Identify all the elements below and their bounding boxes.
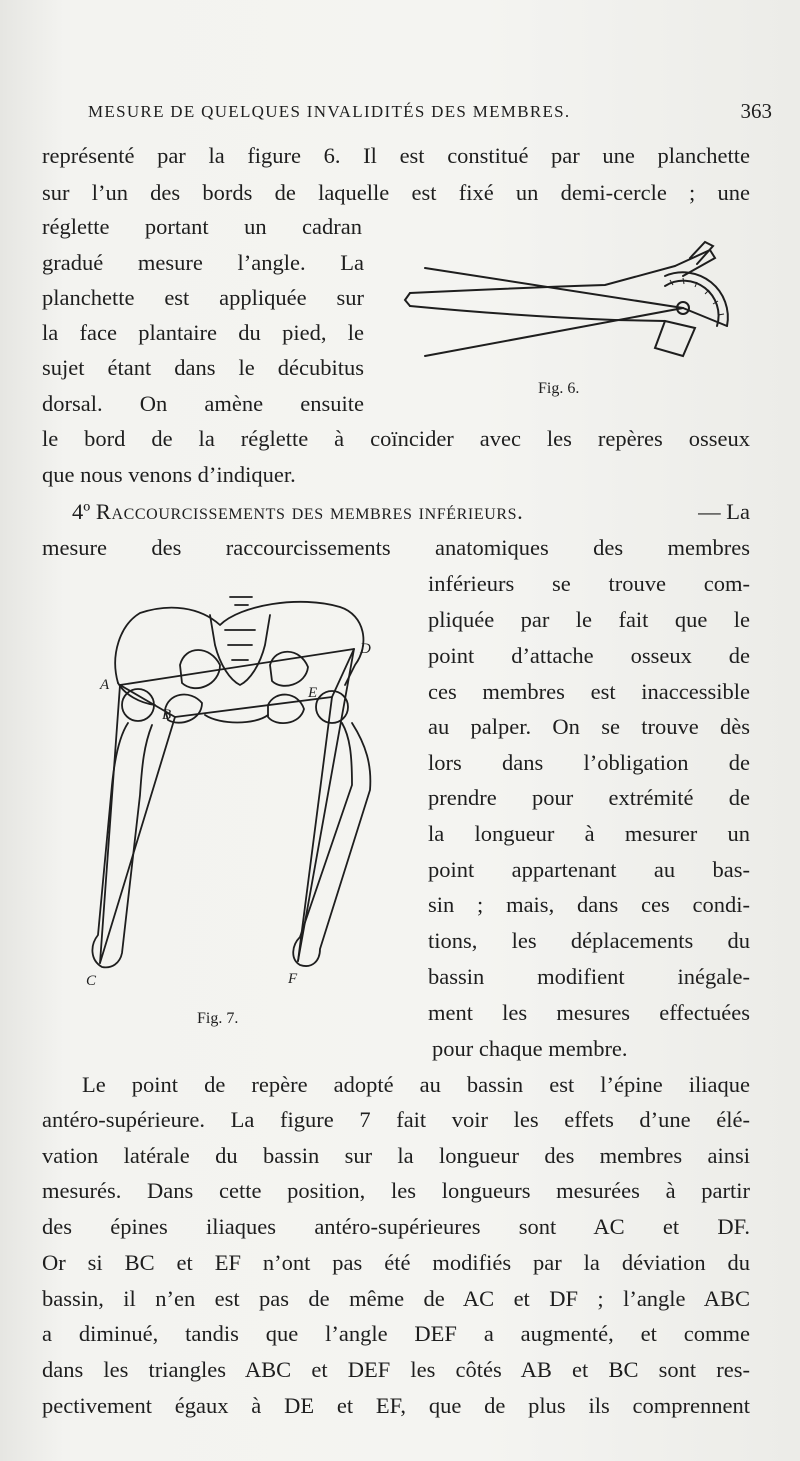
page-number: 363 [740, 99, 772, 123]
label-F: F [288, 971, 298, 985]
text-line: point d’attache osseux de [428, 643, 750, 668]
running-title: MESURE DE QUELQUES INVALIDITÉS DES MEMBRES. [88, 102, 571, 121]
text-line: Le point de repère adopté au bassin est l’épine iliaque [82, 1072, 750, 1097]
section-number: 4º [72, 499, 91, 524]
running-header [88, 99, 772, 123]
label-B: B [162, 707, 172, 723]
text-line: sujet étant dans le décubitus [42, 355, 364, 380]
text-line: pour chaque membre. [432, 1036, 628, 1061]
label-D: D [360, 641, 371, 657]
text-line: sin ; mais, dans ces condi- [428, 892, 750, 917]
text-line: réglette portant un cadran [42, 214, 362, 239]
text-line: tions, les déplacements du [428, 928, 750, 953]
text-line: pliquée par le fait que le [428, 607, 750, 632]
text-line: — La [698, 499, 750, 524]
text-line: ces membres est inaccessible [428, 679, 750, 704]
text-line: inférieurs se trouve com- [428, 571, 750, 596]
text-line: la face plantaire du pied, le [42, 320, 364, 345]
text-line: Or si BC et EF n’ont pas été modifiés par la déviation du [42, 1250, 750, 1275]
figure-6-caption: Fig. 6. [538, 380, 580, 397]
text-line: au palper. On se trouve dès [428, 714, 750, 739]
text-line: lors dans l’obligation de [428, 750, 750, 775]
text-line: vation latérale du bassin sur la longueur des membres ainsi [42, 1143, 750, 1168]
text-line: bassin modifient inégale- [428, 964, 750, 989]
text-line: mesure des raccourcissements anatomiques des membres [42, 535, 750, 560]
text-line: dorsal. On amène ensuite [42, 391, 364, 416]
section-heading-line [42, 501, 750, 524]
label-A: A [100, 677, 110, 693]
figure-7-pelvis-diagram [70, 585, 400, 985]
label-E: E [308, 685, 318, 701]
text-line: a diminué, tandis que l’angle DEF a augmenté, et comme [42, 1321, 750, 1346]
text-line: des épines iliaques antéro-supérieures sont AC et DF. [42, 1214, 750, 1239]
text-line: que nous venons d’indiquer. [42, 462, 296, 487]
text-line: mesurés. Dans cette position, les longueurs mesurées à partir [42, 1178, 750, 1203]
text-line: représenté par la figure 6. Il est constitué par une planchette [42, 143, 750, 168]
text-line: prendre pour extrémité de [428, 785, 750, 810]
section-title: Raccourcissements des membres inférieurs. [95, 499, 524, 524]
text-line: gradué mesure l’angle. La [42, 250, 364, 275]
text-line: pectivement égaux à DE et EF, que de plus ils comprennent [42, 1393, 750, 1418]
label-C: C [86, 973, 97, 985]
text-line: bassin, il n’en est pas de même de AC et DF ; l’angle ABC [42, 1286, 750, 1311]
text-line: dans les triangles ABC et DEF les côtés AB et BC sont res- [42, 1357, 750, 1382]
figure-7-caption: Fig. 7. [197, 1010, 239, 1027]
text-line: planchette est appliquée sur [42, 285, 364, 310]
text-line: antéro-supérieure. La figure 7 fait voir les effets d’une élé- [42, 1107, 750, 1132]
text-line: sur l’un des bords de laquelle est fixé un demi-cercle ; une [42, 180, 750, 205]
text-line: la longueur à mesurer un [428, 821, 750, 846]
text-line: le bord de la réglette à coïncider avec les repères osseux [42, 426, 750, 451]
text-line: ment les mesures effectuées [428, 1000, 750, 1025]
figure-6-goniometer [365, 228, 765, 388]
text-line: point appartenant au bas- [428, 857, 750, 882]
